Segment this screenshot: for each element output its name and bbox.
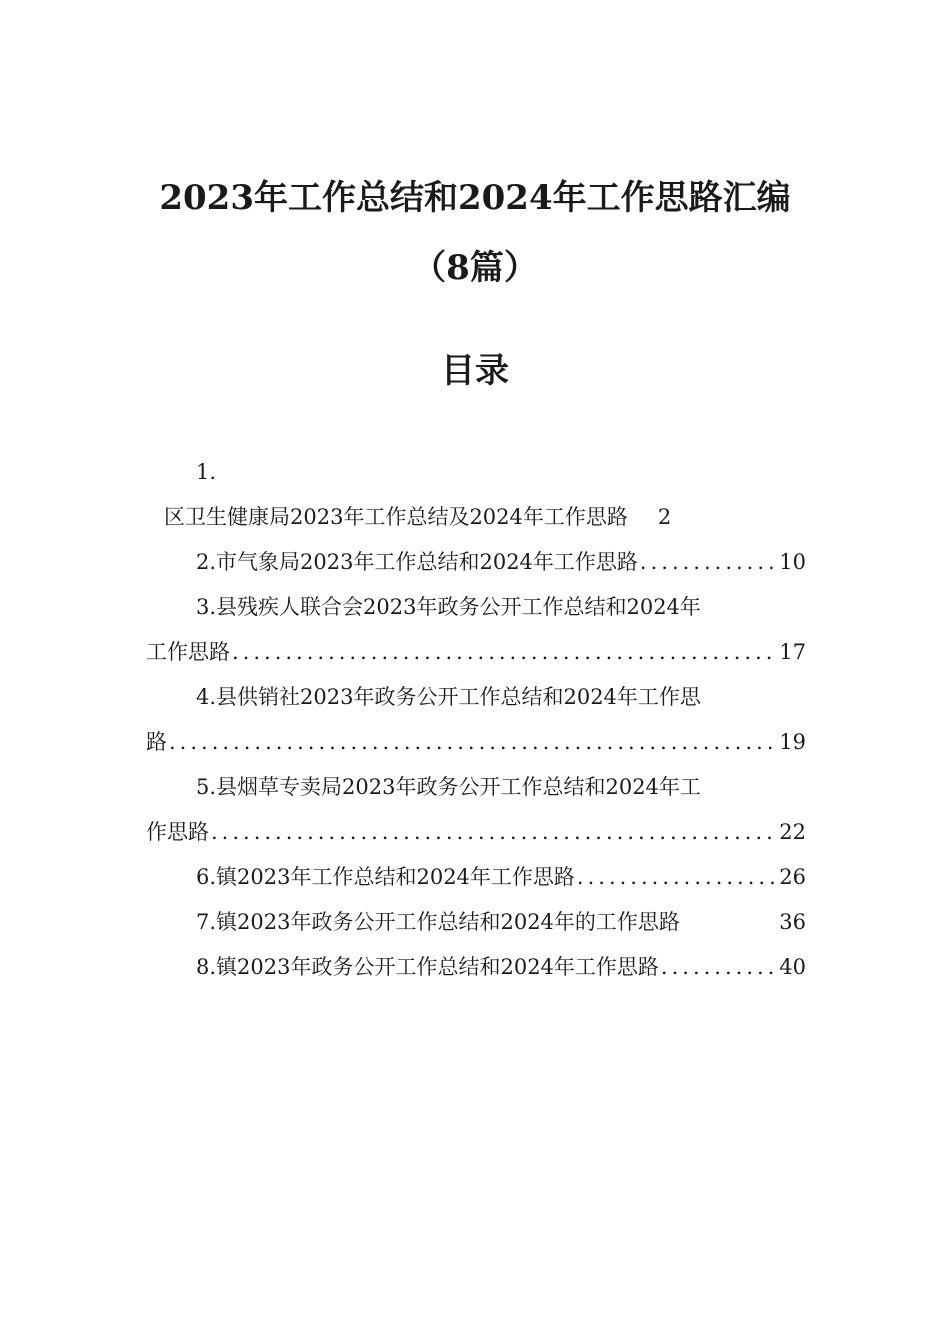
- toc-item-5-text: 5.县烟草专卖局2023年政务公开工作总结和2024年工: [196, 775, 701, 799]
- toc-item-5-text-cont: 作思路: [146, 820, 209, 844]
- toc-item-5-page: 22: [779, 820, 806, 844]
- toc-item-1-number: 1.: [196, 460, 217, 484]
- toc-item-5-line-1[interactable]: [146, 765, 806, 810]
- document-subtitle: （8篇）: [412, 248, 538, 288]
- toc-item-5-line-2[interactable]: [146, 810, 806, 855]
- toc-item-8-text: 8.镇2023年政务公开工作总结和2024年工作思路: [196, 955, 659, 979]
- toc-item-3-page: 17: [779, 640, 806, 664]
- toc-item-7-text: 7.镇2023年政务公开工作总结和2024年的工作思路: [196, 910, 680, 934]
- toc-item-3-line-2[interactable]: [146, 630, 806, 675]
- toc-item-1[interactable]: [146, 495, 806, 540]
- toc-item-6-page: 26: [779, 865, 806, 889]
- toc-leader-dots: [232, 630, 777, 675]
- document-title: 2023年工作总结和2024年工作思路汇编: [159, 178, 791, 218]
- toc-item-4-text-cont: 路: [146, 730, 167, 754]
- toc-leader-dots: [211, 810, 777, 855]
- toc-leader-dots: [661, 945, 777, 990]
- toc-item-1-page: 2: [657, 505, 672, 529]
- toc-item-7-page: 36: [779, 910, 806, 934]
- toc-item-2[interactable]: [146, 540, 806, 585]
- toc-leader-dots: [640, 540, 777, 585]
- toc-item-8[interactable]: [146, 945, 806, 990]
- toc-item-6-text: 6.镇2023年工作总结和2024年工作思路: [196, 865, 575, 889]
- toc-item-7[interactable]: [146, 900, 806, 945]
- toc-item-3-line-1[interactable]: [146, 585, 806, 630]
- toc-item-1-number-line[interactable]: [146, 450, 806, 495]
- toc-item-4-line-1[interactable]: [146, 675, 806, 720]
- toc-item-3-text: 3.县残疾人联合会2023年政务公开工作总结和2024年: [196, 595, 701, 619]
- toc-item-6[interactable]: [146, 855, 806, 900]
- toc-item-3-text-cont: 工作思路: [146, 640, 230, 664]
- table-of-contents: [146, 450, 806, 990]
- toc-leader-dots: [577, 855, 777, 900]
- toc-item-4-page: 19: [779, 730, 806, 754]
- toc-heading: 目录: [441, 351, 509, 391]
- toc-item-2-text: 2.市气象局2023年工作总结和2024年工作思路: [196, 550, 638, 574]
- toc-item-1-text: 区卫生健康局2023年工作总结及2024年工作思路: [164, 505, 628, 529]
- toc-item-4-text: 4.县供销社2023年政务公开工作总结和2024年工作思: [196, 685, 701, 709]
- toc-item-2-page: 10: [779, 550, 806, 574]
- toc-item-4-line-2[interactable]: [146, 720, 806, 765]
- toc-leader-dots: [169, 720, 777, 765]
- toc-item-8-page: 40: [779, 955, 806, 979]
